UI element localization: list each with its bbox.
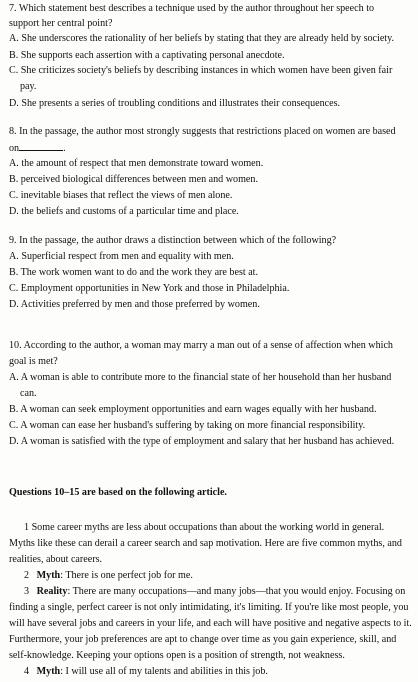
myth-text: : I will use all of my talents and abilities in this job.: [60, 666, 268, 677]
paragraph-number: 2: [24, 570, 30, 581]
question-10-option-d: D. A woman is satisfied with the type of employment and salary that her husband has achieved.: [9, 436, 395, 447]
article-p2: [24, 569, 193, 582]
question-7-option-c: C. She criticizes society's beliefs by describing instances in which women have been given fair: [9, 65, 393, 76]
question-10-option-a: A. A woman is able to contribute more to the financial state of her household than her husband: [9, 372, 392, 383]
article-p3-line-1: [24, 585, 405, 598]
question-7-stem-line-2: support her central point?: [9, 18, 113, 29]
article-p3-line-4: Furthermore, your job preferences are apt to change over time as you gain experience, skill, and: [9, 634, 397, 645]
article-p1-line-2: Myths like these can derail a career search and sap motivation. Here are five common myths, and: [9, 538, 402, 549]
question-9-option-b: B. The work women want to do and the work they are best at.: [9, 267, 259, 278]
question-7-option-b: B. She supports each assertion with a captivating personal anecdote.: [9, 50, 285, 61]
question-10-option-b: B. A woman can seek employment opportunities and earn wages equally with her husband.: [9, 404, 377, 415]
question-10-option-a-cont: can.: [20, 388, 37, 399]
question-9-option-a: A. Superficial respect from men and equality with men.: [9, 251, 234, 262]
question-8-option-b: B. perceived biological differences between men and women.: [9, 174, 258, 185]
question-9-stem: 9. In the passage, the author draws a distinction between which of the following?: [9, 235, 337, 246]
question-8-stem-line-2: on .: [9, 143, 66, 154]
question-7-option-d: D. She presents a series of troubling conditions and illustrates their consequences.: [9, 98, 341, 109]
question-8-option-c: C. inevitable biases that reflect the views of men alone.: [9, 190, 233, 201]
question-8-option-d: D. the beliefs and customs of a particular time and place.: [9, 206, 239, 217]
paragraph-number: 3: [24, 586, 30, 597]
question-8-stem-text: on: [9, 143, 20, 154]
question-8-option-a: A. the amount of respect that men demonstrate toward women.: [9, 158, 264, 169]
question-7-option-a: A. She underscores the rationality of her beliefs by stating that they are already held by society.: [9, 33, 395, 44]
myth-label: Myth: [36, 570, 61, 581]
question-9-option-d: D. Activities preferred by men and those preferred by women.: [9, 299, 260, 310]
reality-text: : There are many occupations—and many jobs—that you would enjoy. Focusing on: [67, 586, 406, 597]
answer-blank: [19, 141, 63, 151]
article-p4: [24, 665, 268, 678]
article-p1-line-3: realities, about careers.: [9, 554, 103, 565]
paragraph-number: 4: [24, 666, 30, 677]
article-p3-line-3: will have several jobs and careers in your life, and each will have positive and negative aspects to it.: [9, 618, 412, 629]
question-7-option-c-cont: pay.: [20, 81, 37, 92]
article-p3-line-2: finding a single, perfect career is not only intimidating, it's limiting. If you're like most people, you: [9, 602, 409, 613]
myth-label: Myth: [36, 666, 61, 677]
myth-text: : There is one perfect job for me.: [60, 570, 193, 581]
question-9-option-c: C. Employment opportunities in New York and those in Philadelphia.: [9, 283, 290, 294]
question-8-stem-line-1: 8. In the passage, the author most strongly suggests that restrictions placed on women are based: [9, 126, 396, 137]
question-7-stem-line-1: 7. Which statement best describes a technique used by the author throughout her speech to: [9, 3, 375, 14]
article-p3-line-5: self-knowledge. Keeping your options open is a position of strength, not weakness.: [9, 650, 345, 661]
reality-label: Reality: [36, 586, 68, 597]
article-p1-line-1: 1 Some career myths are less about occupations than about the working world in general.: [24, 522, 385, 533]
question-10-stem-line-1: 10. According to the author, a woman may marry a man out of a sense of affection when which: [9, 340, 393, 351]
question-10-option-c: C. A woman can ease her husband's suffering by taking on more financial responsibility.: [9, 420, 366, 431]
section-heading: Questions 10–15 are based on the following article.: [9, 487, 227, 498]
question-10-stem-line-2: goal is met?: [9, 356, 58, 367]
